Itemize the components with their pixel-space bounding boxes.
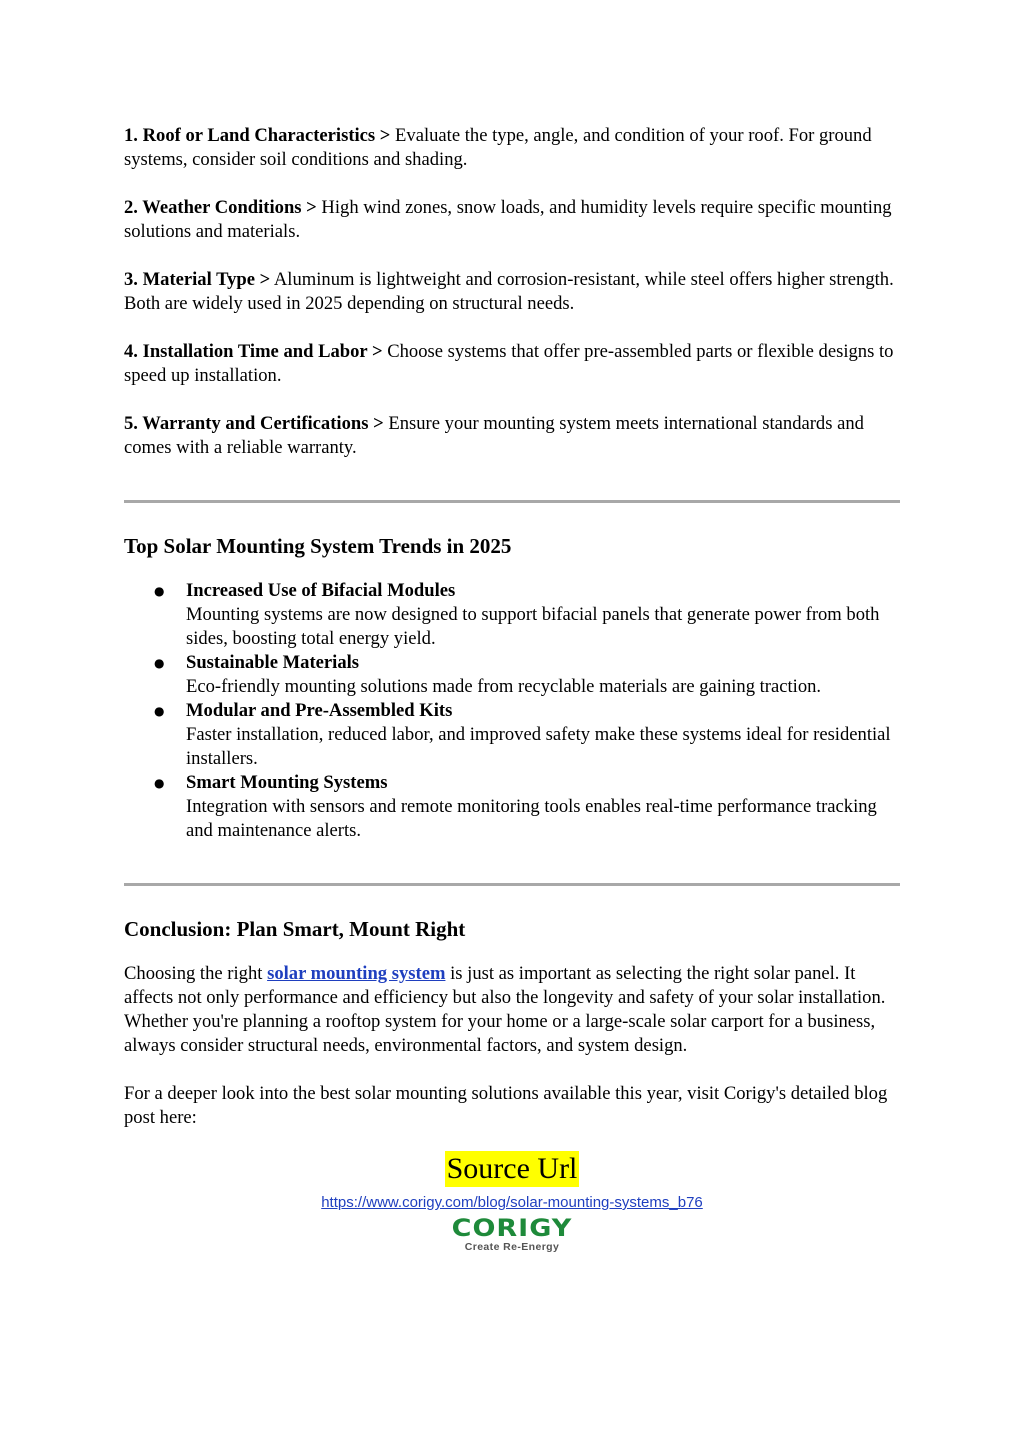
logo-tagline: Create Re-Energy [464, 1241, 560, 1253]
bullet-icon: ● [154, 656, 165, 670]
conclusion-heading: Conclusion: Plan Smart, Mount Right [124, 917, 466, 941]
factor-label: 2. Weather Conditions > [124, 197, 317, 218]
list-item [124, 699, 900, 771]
factor-label: 3. Material Type > [124, 269, 271, 290]
bullet-icon: ● [154, 704, 165, 718]
logo-row [124, 1214, 900, 1255]
factor-item [124, 340, 900, 388]
source-block [124, 1151, 900, 1187]
logo-wordmark: CORIGY [451, 1214, 573, 1243]
trend-text: Eco-friendly mounting solutions made from recyclable materials are gaining traction. [186, 676, 822, 697]
blog-invite-paragraph: For a deeper look into the best solar mounting solutions available this year, visit Corigy's detailed blog post here: [124, 1083, 888, 1128]
source-url-row [124, 1193, 900, 1213]
factor-text: Choose systems that offer pre-assembled parts or flexible designs to speed up installation. [124, 341, 894, 386]
bullet-icon: ● [154, 584, 165, 598]
list-item [124, 579, 900, 651]
factor-label: 5. Warranty and Certifications > [124, 413, 384, 434]
factor-item [124, 412, 900, 460]
trend-text: Integration with sensors and remote monitoring tools enables real-time performance tracking and maintenance alerts. [186, 796, 877, 841]
document-page [124, 122, 900, 1255]
factor-item [124, 196, 900, 244]
solar-mounting-system-link[interactable]: solar mounting system [267, 963, 446, 984]
corigy-logo [451, 1214, 573, 1253]
factor-item [124, 122, 900, 172]
trends-list [124, 579, 900, 843]
conclusion-text-end: is just as important as selecting the right solar panel. It affects not only performance and efficiency but also the longevity and safety of your solar installation. Whether you're planning a rooftop system for your home or a large-scale solar carport for a business, always consider structural needs, environmental factors, and system design. [124, 963, 886, 1056]
factor-item [124, 268, 900, 316]
trend-text: Faster installation, reduced labor, and improved safety make these systems ideal for residential installers. [186, 724, 891, 769]
list-item [124, 651, 900, 699]
section-divider [124, 883, 900, 886]
factor-text: Aluminum is lightweight and corrosion-resistant, while steel offers higher strength. Both are widely used in 2025 depending on structural needs. [124, 269, 894, 314]
factor-text: Evaluate the type, angle, and condition of your roof. For ground systems, consider soil conditions and shading. [124, 125, 872, 170]
factor-text: High wind zones, snow loads, and humidity levels require specific mounting solutions and materials. [124, 197, 892, 242]
trend-title: Modular and Pre-Assembled Kits [186, 700, 453, 721]
trend-title: Smart Mounting Systems [186, 772, 388, 793]
factor-text: Ensure your mounting system meets international standards and comes with a reliable warranty. [124, 413, 864, 458]
source-url-heading: Source Url [446, 1152, 578, 1185]
conclusion-text-start: Choosing the right [124, 963, 268, 984]
conclusion-paragraph [124, 962, 900, 1058]
trends-heading: Top Solar Mounting System Trends in 2025 [124, 534, 512, 558]
factor-label: 1. Roof or Land Characteristics > [124, 125, 391, 146]
trend-title: Increased Use of Bifacial Modules [186, 580, 456, 601]
list-item [124, 771, 900, 843]
section-divider [124, 500, 900, 503]
trend-title: Sustainable Materials [186, 652, 360, 673]
source-url-link[interactable]: https://www.corigy.com/blog/solar-mounting-systems_b76 [321, 1194, 703, 1211]
bullet-icon: ● [154, 776, 165, 790]
factor-label: 4. Installation Time and Labor > [124, 341, 383, 362]
trend-text: Mounting systems are now designed to support bifacial panels that generate power from both sides, boosting total energy yield. [186, 604, 880, 649]
